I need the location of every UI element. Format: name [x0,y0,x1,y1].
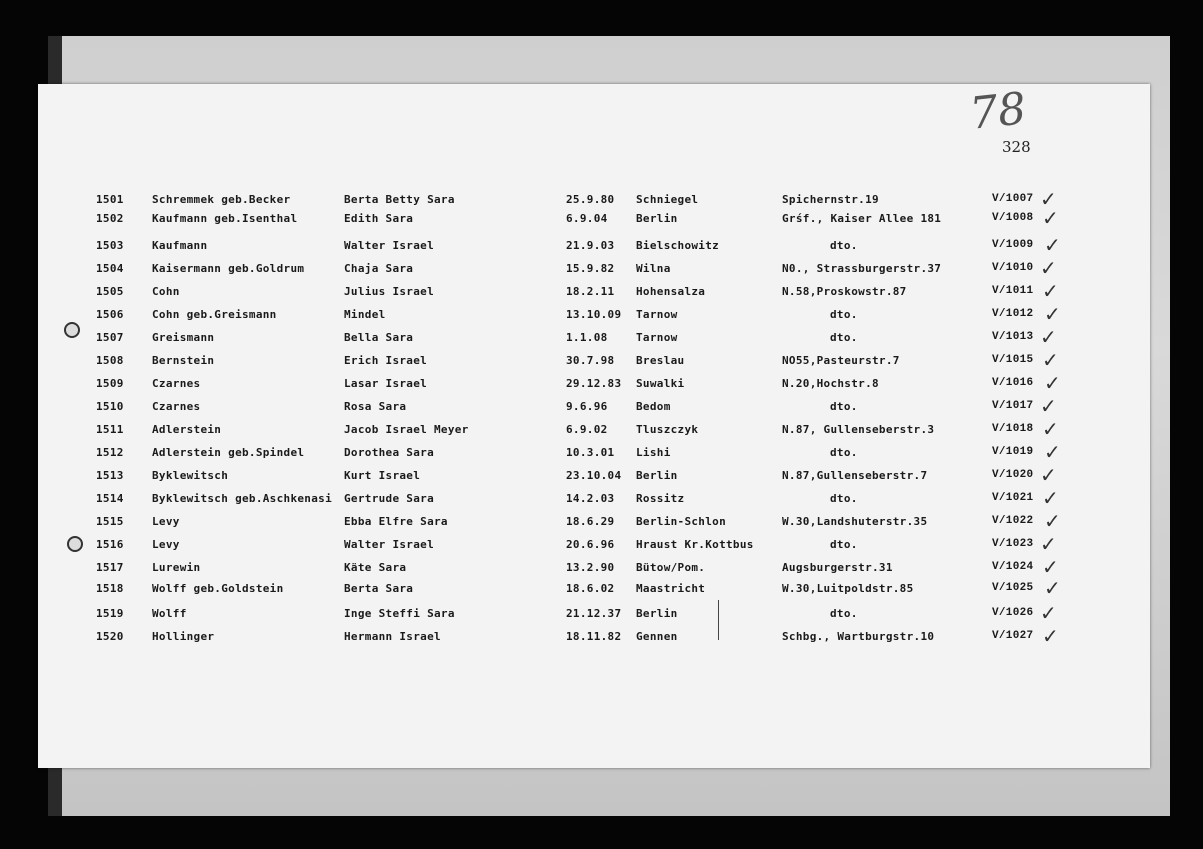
checkmark-icon: ✓ [1044,302,1061,326]
checkmark-icon: ✓ [1042,486,1059,510]
entry-number: 1504 [96,262,124,275]
surname: Kaufmann [152,239,208,252]
birth-date: 18.2.11 [566,285,615,298]
register-code: V/1021 [992,492,1034,504]
table-row [0,532,1203,558]
checkmark-icon: ✓ [1042,624,1059,648]
given-names: Berta Sara [344,582,414,595]
birth-date: 29.12.83 [566,377,622,390]
birth-date: 18.11.82 [566,630,622,643]
address: dto. [830,308,858,321]
given-names: Gertrude Sara [344,492,434,505]
birth-date: 10.3.01 [566,446,615,459]
given-names: Walter Israel [344,538,434,551]
table-row [0,601,1203,627]
checkmark-icon: ✓ [1042,348,1059,372]
entry-number: 1512 [96,446,124,459]
birthplace: Lishi [636,446,671,459]
address: dto. [830,538,858,551]
entry-number: 1514 [96,492,124,505]
birthplace: Hraust Kr.Kottbus [636,538,754,551]
entry-number: 1518 [96,582,124,595]
surname: Adlerstein geb.Spindel [152,446,305,459]
checkmark-icon: ✓ [1040,532,1057,556]
birth-date: 30.7.98 [566,354,615,367]
checkmark-icon: ✓ [1042,279,1059,303]
birth-date: 21.9.03 [566,239,615,252]
register-code: V/1018 [992,423,1034,435]
birth-date: 25.9.80 [566,193,615,206]
register-code: V/1024 [992,561,1034,573]
entry-number: 1509 [96,377,124,390]
entry-number: 1513 [96,469,124,482]
birthplace: Tarnow [636,331,678,344]
address: dto. [830,446,858,459]
address: dto. [830,331,858,344]
birthplace: Rossitz [636,492,685,505]
birthplace: Wilna [636,262,671,275]
address: W.30,Luitpoldstr.85 [782,582,914,595]
table-row [0,348,1203,374]
page-number: 328 [1002,138,1031,156]
surname: Levy [152,538,180,551]
birth-date: 15.9.82 [566,262,615,275]
given-names: Bella Sara [344,331,414,344]
table-row [0,302,1203,328]
entry-number: 1515 [96,515,124,528]
address: dto. [830,492,858,505]
birthplace: Tarnow [636,308,678,321]
register-code: V/1009 [992,239,1034,251]
surname: Czarnes [152,377,201,390]
checkmark-icon: ✓ [1040,601,1057,625]
entry-number: 1517 [96,561,124,574]
entry-number: 1519 [96,607,124,620]
given-names: Hermann Israel [344,630,441,643]
table-row [0,624,1203,650]
surname: Lurewin [152,561,201,574]
birthplace: Berlin [636,607,678,620]
register-code: V/1008 [992,212,1034,224]
birthplace: Suwalki [636,377,685,390]
birthplace: Tluszczyk [636,423,699,436]
surname: Levy [152,515,180,528]
register-code: V/1016 [992,377,1034,389]
entry-number: 1503 [96,239,124,252]
surname: Bernstein [152,354,215,367]
address: W.30,Landshuterstr.35 [782,515,928,528]
table-row [0,233,1203,259]
table-row [0,486,1203,512]
address: N.87,Gullenseberstr.7 [782,469,928,482]
entry-number: 1502 [96,212,124,225]
address: Grśf., Kaiser Allee 181 [782,212,942,225]
birthplace: Schniegel [636,193,699,206]
register-code: V/1025 [992,582,1034,594]
address: N0., Strassburgerstr.37 [782,262,942,275]
given-names: Mindel [344,308,386,321]
given-names: Rosa Sara [344,400,407,413]
checkmark-icon: ✓ [1040,256,1057,280]
register-code: V/1027 [992,630,1034,642]
register-code: V/1017 [992,400,1034,412]
checkmark-icon: ✓ [1044,576,1061,600]
entry-number: 1508 [96,354,124,367]
given-names: Jacob Israel Meyer [344,423,469,436]
given-names: Chaja Sara [344,262,414,275]
surname: Kaufmann geb.Isenthal [152,212,298,225]
birthplace: Hohensalza [636,285,706,298]
birthplace: Berlin [636,212,678,225]
table-row [0,371,1203,397]
table-row [0,509,1203,535]
register-code: V/1019 [992,446,1034,458]
birthplace: Gennen [636,630,678,643]
table-row [0,325,1203,351]
surname: Wolff geb.Goldstein [152,582,284,595]
register-code: V/1022 [992,515,1034,527]
register-code: V/1020 [992,469,1034,481]
table-row [0,463,1203,489]
address: N.87, Gullenseberstr.3 [782,423,935,436]
birth-date: 9.6.96 [566,400,608,413]
surname: Cohn [152,285,180,298]
address: Schbg., Wartburgstr.10 [782,630,935,643]
address: dto. [830,239,858,252]
birth-date: 13.2.90 [566,561,615,574]
checkmark-icon: ✓ [1042,417,1059,441]
table-row [0,279,1203,305]
entry-number: 1511 [96,423,124,436]
birth-date: 23.10.04 [566,469,622,482]
table-row [0,440,1203,466]
birth-date: 18.6.29 [566,515,615,528]
given-names: Dorothea Sara [344,446,434,459]
entry-number: 1516 [96,538,124,551]
birth-date: 6.9.04 [566,212,608,225]
entry-number: 1520 [96,630,124,643]
register-code: V/1026 [992,607,1034,619]
birthplace: Maastricht [636,582,706,595]
register-code: V/1007 [992,193,1034,205]
address: N.58,Proskowstr.87 [782,285,907,298]
register-code: V/1013 [992,331,1034,343]
register-code: V/1023 [992,538,1034,550]
table-row [0,206,1203,232]
entry-number: 1507 [96,331,124,344]
birth-date: 13.10.09 [566,308,622,321]
given-names: Erich Israel [344,354,428,367]
birthplace: Bedom [636,400,671,413]
given-names: Walter Israel [344,239,434,252]
register-code: V/1015 [992,354,1034,366]
register-code: V/1010 [992,262,1034,274]
checkmark-icon: ✓ [1040,394,1057,418]
birth-date: 1.1.08 [566,331,608,344]
given-names: Edith Sara [344,212,414,225]
address: dto. [830,607,858,620]
surname: Byklewitsch geb.Aschkenasi [152,492,332,505]
checkmark-icon: ✓ [1044,509,1061,533]
surname: Greismann [152,331,215,344]
surname: Kaisermann geb.Goldrum [152,262,305,275]
surname: Hollinger [152,630,215,643]
checkmark-icon: ✓ [1040,325,1057,349]
given-names: Käte Sara [344,561,407,574]
birthplace: Breslau [636,354,685,367]
checkmark-icon: ✓ [1042,206,1059,230]
address: Spichernstr.19 [782,193,879,206]
surname: Wolff [152,607,187,620]
table-row [0,555,1203,581]
birthplace: Bielschowitz [636,239,720,252]
checkmark-icon: ✓ [1044,440,1061,464]
checkmark-icon: ✓ [1040,187,1057,211]
checkmark-icon: ✓ [1040,463,1057,487]
address: N.20,Hochstr.8 [782,377,879,390]
table-row [0,256,1203,282]
birth-date: 6.9.02 [566,423,608,436]
surname: Czarnes [152,400,201,413]
checkmark-icon: ✓ [1044,371,1061,395]
handwritten-mark: 78 [967,83,1029,140]
entry-number: 1501 [96,193,124,206]
table-row [0,187,1203,213]
surname: Byklewitsch [152,469,229,482]
address: Augsburgerstr.31 [782,561,893,574]
surname: Schremmek geb.Becker [152,193,291,206]
table-row [0,394,1203,420]
given-names: Berta Betty Sara [344,193,455,206]
birthplace: Bütow/Pom. [636,561,706,574]
birthplace: Berlin [636,469,678,482]
entry-number: 1506 [96,308,124,321]
given-names: Kurt Israel [344,469,421,482]
checkmark-icon: ✓ [1044,233,1061,257]
given-names: Julius Israel [344,285,434,298]
birth-date: 18.6.02 [566,582,615,595]
given-names: Ebba Elfre Sara [344,515,448,528]
address: dto. [830,400,858,413]
birth-date: 21.12.37 [566,607,622,620]
table-row [0,417,1203,443]
register-code: V/1011 [992,285,1034,297]
address: NO55,Pasteurstr.7 [782,354,900,367]
given-names: Inge Steffi Sara [344,607,455,620]
birth-date: 20.6.96 [566,538,615,551]
table-row [0,576,1203,602]
entry-number: 1505 [96,285,124,298]
birth-date: 14.2.03 [566,492,615,505]
birthplace: Berlin-Schlon [636,515,726,528]
given-names: Lasar Israel [344,377,428,390]
entry-number: 1510 [96,400,124,413]
surname: Adlerstein [152,423,222,436]
checkmark-icon: ✓ [1042,555,1059,579]
surname: Cohn geb.Greismann [152,308,277,321]
register-code: V/1012 [992,308,1034,320]
